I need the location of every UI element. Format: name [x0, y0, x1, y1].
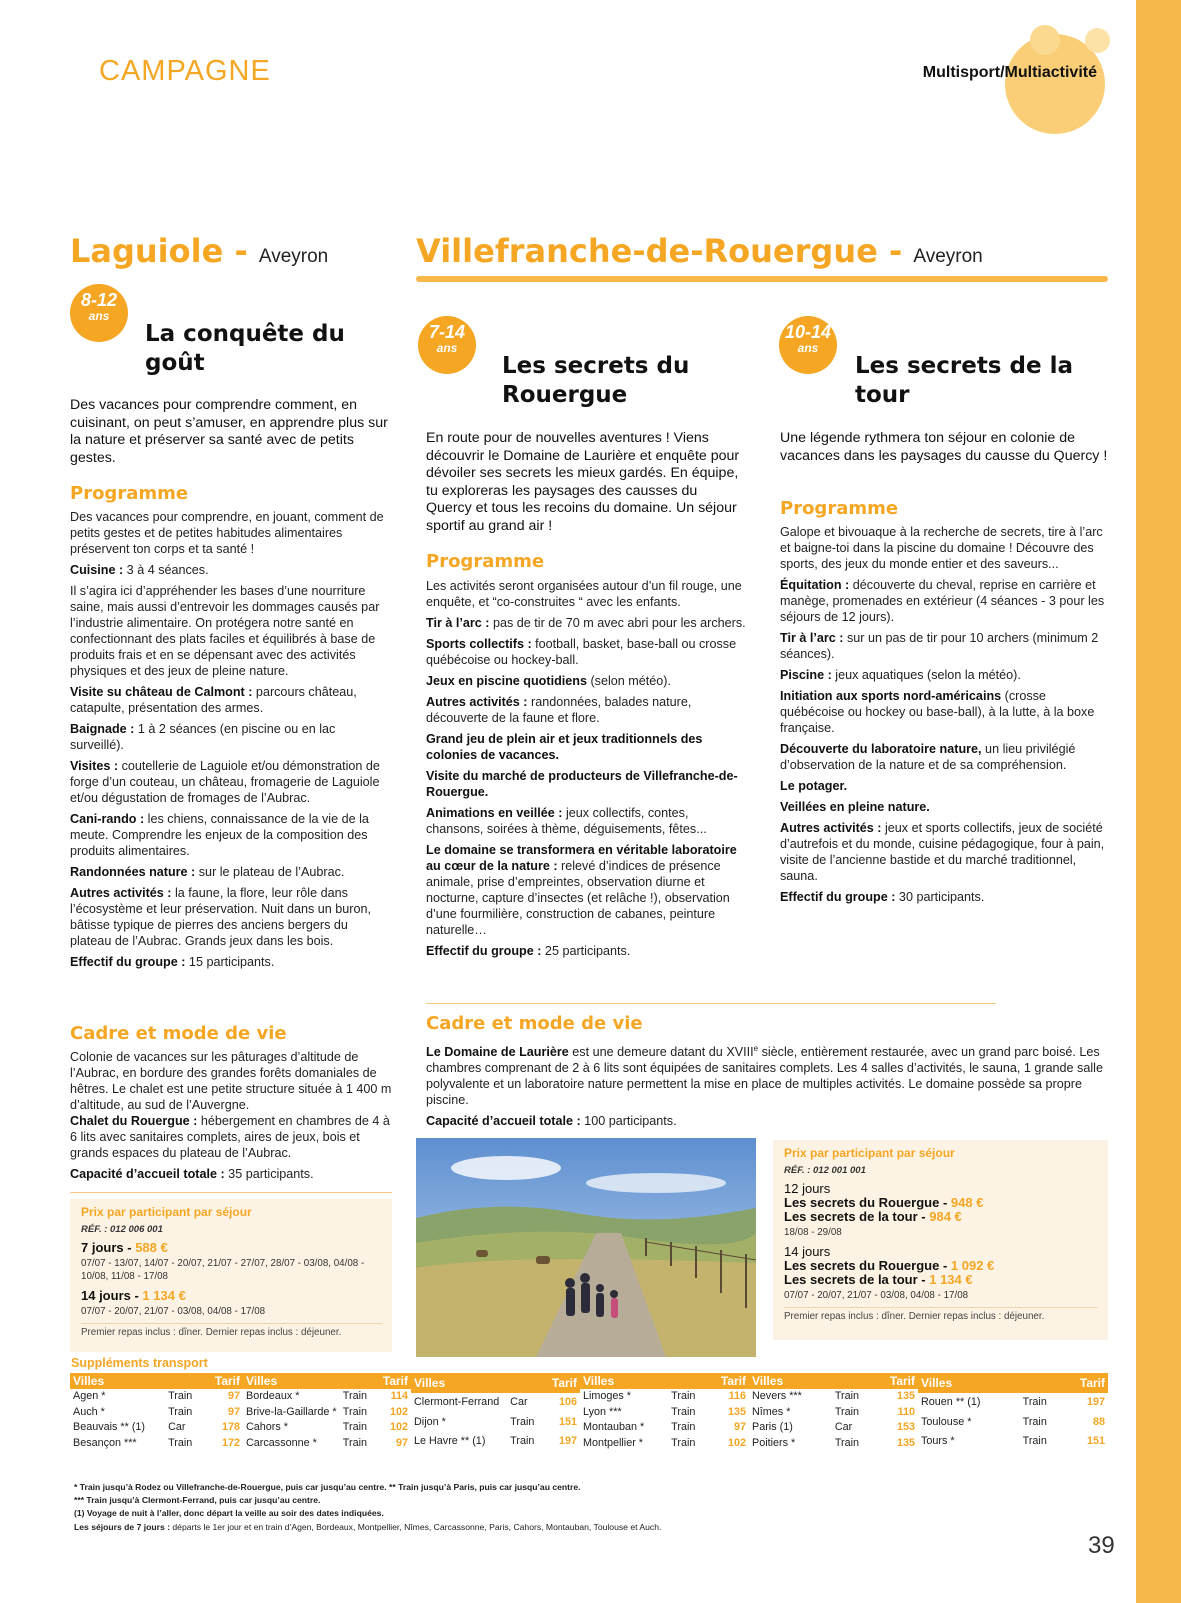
- cell-mode: Car: [510, 1396, 528, 1409]
- cell-price: 135: [727, 1405, 746, 1418]
- programme-item: Les activités seront organisées autour d’un fil rouge, une enquête, et “co-construites “ avec les enfants.: [426, 579, 742, 609]
- cell-city: Nîmes *: [752, 1405, 791, 1418]
- programme-item: Randonnées nature : sur le plateau de l’Aubrac.: [70, 865, 345, 879]
- cell-mode: Train: [671, 1421, 696, 1434]
- column-header: Tarif: [872, 1373, 918, 1389]
- programme-item: Visite su château de Calmont : parcours château, catapulte, présentation des armes.: [70, 685, 357, 715]
- programme-item: Baignade : 1 à 2 séances (en piscine ou en lac surveillé).: [70, 722, 336, 752]
- table-row: [411, 1412, 580, 1431]
- table-row: [243, 1389, 411, 1405]
- cell-mode: Train: [671, 1405, 696, 1418]
- cell-mode: Train: [342, 1390, 367, 1403]
- cell-city: Montpellier *: [583, 1437, 644, 1450]
- cell-price: 97: [227, 1405, 240, 1418]
- cell-mode: Train: [168, 1390, 193, 1403]
- supplements-group: [243, 1373, 411, 1451]
- price-dates: 07/07 - 13/07, 14/07 - 20/07, 21/07 - 27/07, 28/07 - 03/08, 04/08 - 10/08, 11/08 - 17/08: [81, 1258, 365, 1282]
- stay-intro: Une légende rythmera ton séjour en colonie de vacances dans les paysages du causse du Quercy !: [780, 430, 1108, 464]
- cell-price: 116: [728, 1390, 746, 1403]
- divider: [426, 1003, 996, 1004]
- cell-mode: Train: [342, 1421, 367, 1434]
- cadre-heading: Cadre et mode de vie: [426, 1013, 643, 1034]
- price-duration: 14 jours Les secrets du Rouergue - 1 092 € Les secrets de la tour - 1 134 €: [784, 1244, 995, 1287]
- cell-city: Dijon *: [414, 1415, 446, 1428]
- cell-city: Limoges *: [583, 1390, 632, 1403]
- programme-item: Le domaine se transformera en véritable laboratoire au cœur de la nature : relevé d’indices de présence animale, prise d’empreintes, observation diurne et nocturne, capture d’insectes (et relâche !), observation d’une fourmilière, construction de cabanes, peinture naturelle…: [426, 843, 737, 937]
- price-box: [70, 1199, 392, 1352]
- programme-item: Veillées en pleine nature.: [780, 800, 930, 814]
- cell-price: 151: [558, 1415, 577, 1428]
- programme-item: Autres activités : randonnées, balades nature, découverte de la faune et flore.: [426, 695, 692, 725]
- table-row: [243, 1436, 411, 1452]
- divider: [70, 1192, 392, 1193]
- cell-mode: Train: [168, 1405, 193, 1418]
- price-duration: 12 jours Les secrets du Rouergue - 948 € Les secrets de la tour - 984 €: [784, 1181, 984, 1224]
- landscape-photo: [416, 1138, 756, 1357]
- programme-item: Des vacances pour comprendre, en jouant, comment de petits gestes et de petites habitudes alimentaires préservent ton corps et ta santé !: [70, 510, 384, 556]
- programme-item: Sports collectifs : football, basket, base-ball ou crosse québécoise ou hockey-ball.: [426, 637, 737, 667]
- programme-item: Le potager.: [780, 779, 848, 793]
- price-ref: RÉF. : 012 001 001: [784, 1165, 866, 1176]
- cell-city: Agen *: [73, 1390, 106, 1403]
- cell-price: 110: [897, 1405, 915, 1418]
- cell-city: Nevers ***: [752, 1390, 802, 1403]
- programme-item: Tir à l’arc : sur un pas de tir pour 10 archers (minimum 2 séances).: [780, 631, 1099, 661]
- column-header: Villes: [918, 1373, 1060, 1393]
- table-row: [411, 1432, 580, 1452]
- cell-price: 114: [390, 1390, 408, 1403]
- programme-item: Animations en veillée : jeux collectifs, contes, chansons, soirées à thème, déguisements, fêtes...: [426, 806, 707, 836]
- programme-item: Galope et bivouaque à la recherche de secrets, tire à l’arc et baigne-toi dans la piscine du domaine ! Découvre des sports, des jeux du monde entier et des saveurs...: [780, 525, 1103, 571]
- stay-intro: Des vacances pour comprendre comment, en cuisinant, on peut s’amuser, en apprendre plus sur la nature et préserver sa santé avec de petits gestes.: [70, 397, 388, 466]
- cell-price: 197: [558, 1435, 577, 1448]
- cell-city: Paris (1): [752, 1421, 793, 1434]
- cell-mode: Car: [168, 1421, 186, 1434]
- table-row: [243, 1420, 411, 1436]
- programme-item: Équitation : découverte du cheval, reprise en carrière et manège, promenades en extérieur (4 séances - 3 pour les séjours de 12 jours).: [780, 578, 1105, 624]
- cell-price: 102: [727, 1437, 746, 1450]
- cell-mode: Train: [671, 1437, 696, 1450]
- region-label: Aveyron: [258, 246, 329, 267]
- price-note: Premier repas inclus : dîner. Dernier repas inclus : déjeuner.: [81, 1323, 382, 1338]
- cell-city: Beauvais ** (1): [73, 1421, 146, 1434]
- age-badge: 7-14 ans: [418, 316, 476, 374]
- stay-intro: En route pour de nouvelles aventures ! Viens découvrir le Domaine de Laurière et enquête pour dévoiler ses secrets les mieux gardés. En équipe, tu exploreras les paysages des causses du Quercy et tous les recoins du domaine. Un séjour sportif au grand air !: [426, 430, 740, 534]
- price-dates: 07/07 - 20/07, 21/07 - 03/08, 04/08 - 17/08: [784, 1290, 969, 1301]
- cell-mode: Train: [834, 1437, 860, 1450]
- cell-price: 102: [389, 1405, 408, 1418]
- page-number: 39: [1088, 1532, 1115, 1559]
- cell-mode: Train: [342, 1437, 367, 1450]
- supplements-title: Suppléments transport: [71, 1356, 208, 1370]
- table-row: [749, 1436, 918, 1452]
- cell-city: Lyon ***: [583, 1405, 622, 1418]
- programme-item: Visite du marché de producteurs de Villefranche-de-Rouergue.: [426, 769, 738, 799]
- supplements-group: [918, 1373, 1108, 1451]
- cell-mode: Train: [1022, 1435, 1047, 1448]
- cell-price: 172: [221, 1437, 240, 1450]
- cell-price: 88: [1092, 1415, 1105, 1428]
- cell-mode: Train: [834, 1390, 860, 1403]
- table-row: [580, 1389, 749, 1405]
- price-note: Premier repas inclus : dîner. Dernier repas inclus : déjeuner.: [784, 1307, 1098, 1322]
- cell-city: Carcassonne *: [246, 1437, 317, 1450]
- table-row: [70, 1389, 243, 1405]
- programme-item: Grand jeu de plein air et jeux traditionnels des colonies de vacances.: [426, 732, 703, 762]
- column-header: Villes: [411, 1373, 547, 1393]
- cell-mode: Train: [168, 1437, 193, 1450]
- programme-list: [426, 578, 746, 964]
- programme-item: Autres activités : la faune, la flore, leur rôle dans l’écosystème et leur préservation. Nuit dans un buron, bâtisse typique de pierres des anciens bergers du plateau de l’Aubrac. Grands jeux dans les bois.: [70, 886, 372, 948]
- programme-item: Autres activités : jeux et sports collectifs, jeux de société d’autrefois et du monde, cuisine pédagogique, four à pain, visite de l’ancienne bastide et du marché traditionnel, sauna.: [780, 821, 1105, 883]
- table-row: [749, 1420, 918, 1436]
- table-row: [580, 1420, 749, 1436]
- price-header: Prix par participant par séjour: [81, 1205, 252, 1219]
- cell-city: Rouen ** (1): [921, 1396, 981, 1409]
- cell-city: Montauban *: [583, 1421, 645, 1434]
- price-duration: 14 jours - 1 134 €: [81, 1288, 186, 1303]
- price-box: [773, 1140, 1108, 1340]
- programme-item: Effectif du groupe : 15 participants.: [70, 955, 275, 969]
- cell-mode: Train: [342, 1405, 367, 1418]
- destination-title-laguiole: Laguiole - Aveyron: [70, 232, 329, 270]
- cell-mode: Train: [1022, 1415, 1047, 1428]
- cell-price: 135: [896, 1437, 915, 1450]
- supplements-table: [70, 1373, 1108, 1451]
- cell-city: Toulouse *: [921, 1415, 972, 1428]
- table-row: [580, 1436, 749, 1452]
- programme-item: Cuisine : 3 à 4 séances.: [70, 563, 209, 577]
- column-header: Villes: [580, 1373, 708, 1389]
- cell-mode: Train: [510, 1435, 535, 1448]
- column-header: Tarif: [205, 1373, 243, 1389]
- title-underline: [416, 276, 1108, 282]
- age-badge: 8-12 ans: [70, 284, 128, 342]
- stay-title: Les secrets de la tour: [855, 353, 1073, 408]
- side-band: [1136, 0, 1181, 1603]
- cell-price: 153: [896, 1421, 915, 1434]
- cell-city: Cahors *: [246, 1421, 289, 1434]
- stay-title: La conquête du goût: [145, 321, 345, 376]
- price-header: Prix par participant par séjour: [784, 1146, 955, 1160]
- table-row: [243, 1405, 411, 1421]
- age-badge: 10-14 ans: [779, 316, 837, 374]
- table-row: [70, 1436, 243, 1452]
- cadre-text: Colonie de vacances sur les pâturages d’altitude de l’Aubrac, en bordure des grandes forêts domaniales de hêtres. Le chalet est une petite structure située à 1 400 m d’altitude, au sud de l’Auvergne. Chalet du Rouergue : hébergement en chambres de 4 à 6 lits avec sanitaires complets, aires de jeux, bois et grands espaces du plateau de l’Aubrac. Capacité d’accueil totale : 35 participants.: [70, 1050, 392, 1181]
- cadre-text: Le Domaine de Laurière est une demeure datant du XVIIIe siècle, entièrement restaurée, avec un grand parc boisé. Les chambres comprenant de 2 à 6 lits sont équipées de sanitaires complets. Les 4 salles d’activités, le sauna, 1 grande salle polyvalente et un laboratoire nature permettent la mise en place de multiples activités. Le domaine possède sa propre piscine. Capacité d’accueil totale : 100 participants.: [426, 1044, 1103, 1129]
- supplements-group: [749, 1373, 918, 1451]
- column-header: Tarif: [1060, 1373, 1108, 1393]
- cadre-heading: Cadre et mode de vie: [70, 1023, 287, 1044]
- price-dates: 07/07 - 20/07, 21/07 - 03/08, 04/08 - 17/08: [81, 1306, 266, 1317]
- cell-price: 151: [1086, 1435, 1105, 1448]
- cell-city: Clermont-Ferrand: [414, 1396, 500, 1409]
- cell-price: 135: [896, 1390, 915, 1403]
- cell-price: 102: [389, 1421, 408, 1434]
- programme-item: Tir à l’arc : pas de tir de 70 m avec abri pour les archers.: [426, 616, 746, 630]
- cell-price: 97: [733, 1421, 746, 1434]
- price-duration: 7 jours - 588 €: [81, 1240, 168, 1255]
- column-header: Tarif: [547, 1373, 580, 1393]
- table-row: [918, 1432, 1108, 1452]
- cell-city: Poitiers *: [752, 1437, 796, 1450]
- deco-circle: [1030, 25, 1060, 55]
- cell-city: Besançon ***: [73, 1437, 137, 1450]
- price-dates: 18/08 - 29/08: [784, 1227, 842, 1238]
- table-row: [749, 1405, 918, 1421]
- destination-title-villefranche: Villefranche-de-Rouergue - Aveyron: [416, 232, 983, 270]
- cell-price: 197: [1086, 1396, 1105, 1409]
- programme-item: Jeux en piscine quotidiens (selon météo).: [426, 674, 671, 688]
- cell-city: Auch *: [73, 1405, 105, 1418]
- table-row: [749, 1389, 918, 1405]
- programme-heading: Programme: [70, 483, 189, 504]
- table-row: [918, 1412, 1108, 1431]
- footnotes: * Train jusqu’à Rodez ou Villefranche-de-Rouergue, puis car jusqu’au centre. ** Train jusqu’à Paris, puis car jusqu’au centre. *** Train jusqu’à Clermont-Ferrand, puis car jusqu’au centre. (1) Voyage de nuit à l’aller, donc départ la veille au soir des dates indiquées. Les séjours de 7 jours : départs le 1er jour et en train d’Agen, Bordeaux, Montpellier, Nîmes, Carcassonne, Paris, Cahors, Montauban, Toulouse et Auch.: [74, 1482, 662, 1532]
- cell-mode: Train: [671, 1390, 696, 1403]
- cell-price: 178: [221, 1421, 240, 1434]
- cell-price: 106: [558, 1396, 577, 1409]
- stay-title: Les secrets du Rouergue: [502, 353, 690, 408]
- programme-heading: Programme: [780, 498, 899, 519]
- supplements-group: [411, 1373, 580, 1451]
- programme-item: Cani-rando : les chiens, connaissance de la vie de la meute. Comprendre les enjeux de la composition des produits alimentaires.: [70, 812, 369, 858]
- cell-mode: Train: [510, 1415, 535, 1428]
- section-title: CAMPAGNE: [99, 55, 271, 87]
- table-row: [70, 1420, 243, 1436]
- supplements-group: [580, 1373, 749, 1451]
- programme-item: Piscine : jeux aquatiques (selon la météo).: [780, 668, 1021, 682]
- column-header: Villes: [749, 1373, 872, 1389]
- programme-item: Initiation aux sports nord-américains (crosse québécoise ou hockey ou base-ball), à la lutte, à la boxe française.: [780, 689, 1095, 735]
- cell-mode: Train: [834, 1405, 860, 1418]
- programme-item: Il s’agira ici d’appréhender les bases d’une nourriture saine, mais aussi d’entrevoir les dommages causés par l’industrie alimentaire. On protégera notre santé en confectionnant des plats faciles et équilibrés à base de produits frais et en se dépensant avec des activités physiques et des jeux de pleine nature.: [70, 584, 380, 678]
- programme-item: Effectif du groupe : 30 participants.: [780, 890, 985, 904]
- cell-mode: Train: [1022, 1396, 1047, 1409]
- deco-circle: [1085, 28, 1110, 53]
- programme-list: [70, 509, 392, 975]
- programme-list: [780, 524, 1110, 910]
- supplements-group: [70, 1373, 243, 1451]
- programme-heading: Programme: [426, 551, 545, 572]
- cell-city: Bordeaux *: [246, 1390, 300, 1403]
- column-header: Villes: [70, 1373, 205, 1389]
- cell-mode: Car: [834, 1421, 853, 1434]
- table-row: [918, 1393, 1108, 1412]
- programme-item: Visites : coutellerie de Laguiole et/ou démonstration de forge d’un couteau, un château, fromagerie de Laguiole et/ou dégustation de fromages de l’Aubrac.: [70, 759, 380, 805]
- category-label: Multisport/Multiactivité: [922, 64, 1097, 81]
- column-header: Villes: [243, 1373, 380, 1389]
- programme-item: Effectif du groupe : 25 participants.: [426, 944, 631, 958]
- table-row: [411, 1393, 580, 1412]
- table-row: [580, 1405, 749, 1421]
- table-row: [70, 1405, 243, 1421]
- cell-price: 97: [227, 1390, 240, 1403]
- cell-city: Brive-la-Gaillarde *: [246, 1405, 337, 1418]
- cell-city: Tours *: [921, 1435, 955, 1448]
- cell-city: Le Havre ** (1): [414, 1435, 486, 1448]
- programme-item: Découverte du laboratoire nature, un lieu privilégié d’observation de la nature et de sa compréhension.: [780, 742, 1076, 772]
- column-header: Tarif: [708, 1373, 749, 1389]
- price-ref: RÉF. : 012 006 001: [81, 1224, 163, 1235]
- region-label: Aveyron: [913, 246, 983, 267]
- cell-price: 97: [395, 1437, 408, 1450]
- column-header: Tarif: [380, 1373, 411, 1389]
